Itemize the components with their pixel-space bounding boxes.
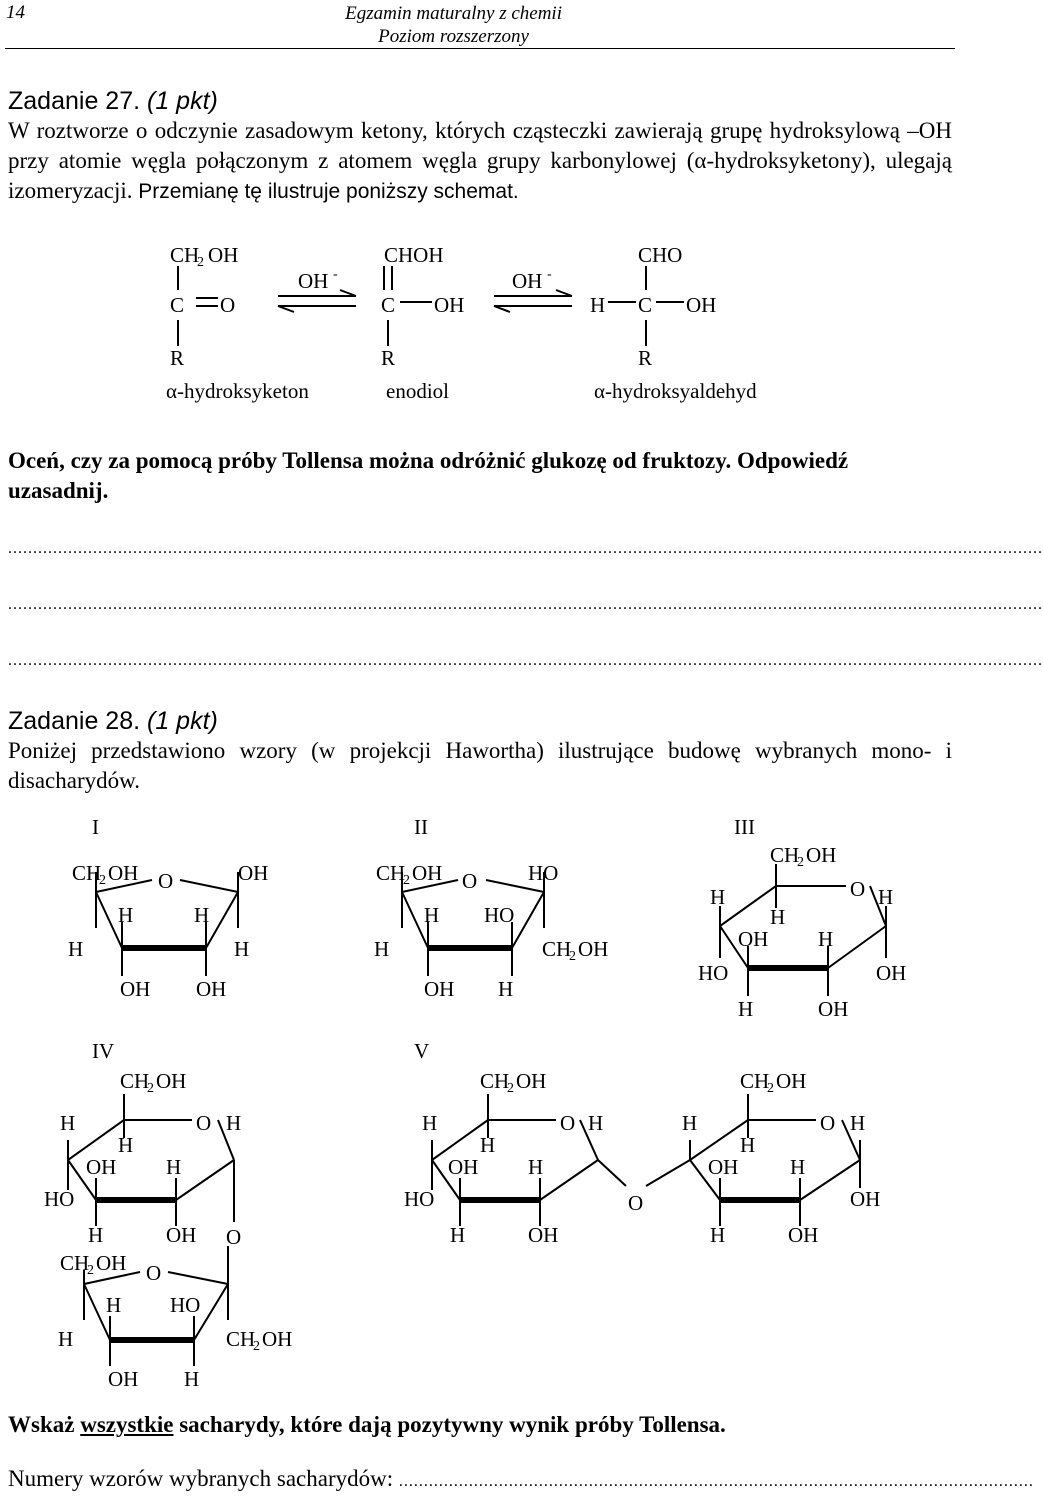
atom: CH	[542, 937, 572, 961]
atom: H	[424, 903, 440, 927]
answer-line-2[interactable]: ...............................................................................................................................................................................................................	[8, 596, 1043, 613]
emphasis-all: wszystkie	[80, 1412, 174, 1437]
label-enediol: enodiol	[386, 379, 449, 403]
atom: CH	[480, 1069, 510, 1093]
atom: H	[58, 1327, 74, 1351]
atom: H	[226, 1111, 242, 1135]
ketone-sub: 2	[197, 255, 204, 270]
structure-label-ii: II	[414, 815, 428, 839]
atom-sub: 2	[403, 873, 410, 888]
task-27-points: (1 pkt)	[147, 87, 218, 115]
task-27-question: Oceń, czy za pomocą próby Tollensa można odróżnić glukozę od fruktozy. Odpowiedź uzasadnij.	[8, 448, 849, 503]
atom: CH	[60, 1251, 90, 1275]
task-28-question: Wskaż wszystkie sacharydy, które dają pozytywny wynik próby Tollensa.	[8, 1412, 726, 1437]
atom: H	[790, 1155, 806, 1179]
task-28-text	[8, 706, 952, 796]
atom: HO	[484, 903, 515, 927]
atom: H	[118, 903, 134, 927]
haworth-structures	[0, 800, 960, 1400]
atom: H	[850, 1111, 866, 1135]
aldehyde-r: R	[638, 346, 653, 370]
task-27-text	[8, 86, 952, 207]
atom: CH	[120, 1069, 150, 1093]
atom: HO	[170, 1293, 201, 1317]
aldehyde-cho: CHO	[638, 243, 683, 267]
atom: H	[106, 1293, 122, 1317]
atom: OH	[876, 961, 907, 985]
atom: HO	[528, 861, 559, 885]
atom: OH	[738, 927, 769, 951]
task-27-intro-2: Przemianę tę ilustruje poniższy schemat.	[138, 180, 519, 203]
structure-label-iv: IV	[92, 1039, 115, 1063]
atom: H	[68, 937, 84, 961]
atom: H	[184, 1367, 200, 1391]
atom: CH	[376, 861, 406, 885]
atom: OH	[108, 861, 139, 885]
task-27-title: Zadanie 27. (1 pkt)	[8, 87, 218, 115]
atom-sub: 2	[569, 949, 576, 964]
atom: H	[818, 927, 834, 951]
page-number: 14	[6, 2, 25, 23]
label-hydroxyaldehyde: α-hydroksyaldehyd	[594, 379, 757, 403]
ring-oxygen: O	[158, 869, 174, 893]
ketone-oh: OH	[208, 243, 239, 267]
atom: OH	[788, 1223, 819, 1247]
answer-line-1[interactable]: ...............................................................................................................................................................................................................	[8, 540, 1043, 557]
atom: H	[60, 1111, 76, 1135]
atom: H	[374, 937, 390, 961]
catalyst-oh-1: OH	[298, 269, 329, 293]
atom: OH	[424, 977, 455, 1001]
atom: CH	[226, 1327, 256, 1351]
atom: H	[588, 1111, 604, 1135]
atom-sub: 2	[147, 1081, 154, 1096]
glycosidic-oxygen: O	[628, 1191, 644, 1215]
ketone-o: O	[220, 293, 236, 317]
ketone-ch: CH	[170, 243, 200, 267]
atom-sub: 2	[99, 873, 106, 888]
isomerization-scheme	[0, 234, 960, 414]
atom: H	[480, 1133, 496, 1157]
atom: H	[710, 1223, 726, 1247]
running-header	[345, 2, 562, 48]
enediol-oh: OH	[434, 293, 465, 317]
atom: H	[710, 885, 726, 909]
atom: OH	[86, 1155, 117, 1179]
atom: H	[118, 1133, 134, 1157]
atom: H	[234, 937, 250, 961]
ketone-c: C	[170, 293, 185, 317]
ring-oxygen: O	[560, 1111, 576, 1135]
enediol-choh: CHOH	[384, 243, 444, 267]
task-28-points: (1 pkt)	[147, 707, 218, 735]
atom: H	[88, 1223, 104, 1247]
atom-sub: 2	[767, 1081, 774, 1096]
atom: OH	[412, 861, 443, 885]
atom: OH	[166, 1223, 197, 1247]
atom-sub: 2	[797, 855, 804, 870]
atom: OH	[156, 1069, 187, 1093]
atom: OH	[578, 937, 609, 961]
label-hydroxyketone: α-hydroksyketon	[166, 379, 309, 403]
atom-sub: 2	[507, 1081, 514, 1096]
atom-sub: 2	[87, 1263, 94, 1278]
atom-sub: 2	[253, 1339, 260, 1354]
atom: H	[194, 903, 210, 927]
task-28-answer[interactable]	[8, 1466, 1034, 1492]
header-exam-title: Egzamin maturalny z chemii	[345, 3, 562, 24]
atom: HO	[698, 961, 729, 985]
atom: OH	[708, 1155, 739, 1179]
answer-dots[interactable]: ...............................................................................................................................	[398, 1473, 1034, 1490]
catalyst-minus-1: -	[333, 267, 338, 282]
atom: OH	[528, 1223, 559, 1247]
atom: H	[770, 905, 786, 929]
atom: OH	[96, 1251, 127, 1275]
atom: OH	[850, 1187, 881, 1211]
aldehyde-c: C	[638, 293, 653, 317]
atom: HO	[404, 1187, 435, 1211]
atom: H	[166, 1155, 182, 1179]
task-28-title: Zadanie 28. (1 pkt)	[8, 707, 218, 735]
aldehyde-h: H	[590, 293, 606, 317]
atom: H	[528, 1155, 544, 1179]
atom: OH	[806, 843, 837, 867]
atom: OH	[238, 861, 269, 885]
atom: HO	[44, 1187, 75, 1211]
ring-oxygen: O	[462, 869, 478, 893]
enediol-c: C	[381, 293, 396, 317]
ring-oxygen: O	[196, 1111, 212, 1135]
structure-label-v: V	[414, 1039, 430, 1063]
header-level: Poziom rozszerzony	[378, 26, 529, 47]
atom: H	[498, 977, 514, 1001]
atom: OH	[448, 1155, 479, 1179]
task-27-intro: W roztworze o odczynie zasadowym ketony, których cząsteczki zawierają grupę hydroksylową –OH przy atomie węgla połączonym z atomem węgla grupy karbonylowej (α-hydroksyketony), ulegają izomeryzacji. Przemianę tę ilustruje poniższy schemat.	[8, 118, 952, 203]
answer-label: Numery wzorów wybranych sacharydów:	[8, 1466, 399, 1491]
enediol-r: R	[381, 346, 396, 370]
atom: OH	[108, 1367, 139, 1391]
atom: CH	[770, 843, 800, 867]
atom: OH	[516, 1069, 547, 1093]
catalyst-oh-2: OH	[512, 269, 543, 293]
aldehyde-oh: OH	[686, 293, 717, 317]
task-28-intro: Poniżej przedstawiono wzory (w projekcji Hawortha) ilustrujące budowę wybranych mono- i disacharydów.	[8, 738, 952, 793]
atom: OH	[196, 977, 227, 1001]
structure-label-iii: III	[734, 815, 755, 839]
glycosidic-oxygen: O	[226, 1225, 242, 1249]
atom: OH	[776, 1069, 807, 1093]
header-rule	[5, 48, 955, 49]
atom: H	[738, 997, 754, 1021]
atom: H	[450, 1223, 466, 1247]
atom: H	[422, 1111, 438, 1135]
ketone-r: R	[170, 346, 185, 370]
ring-oxygen: O	[146, 1261, 162, 1285]
answer-line-3[interactable]: ...............................................................................................................................................................................................................	[8, 652, 1043, 669]
atom: H	[740, 1133, 756, 1157]
structure-label-i: I	[92, 815, 99, 839]
atom: CH	[72, 861, 102, 885]
ring-oxygen: O	[820, 1111, 836, 1135]
ring-oxygen: O	[850, 877, 866, 901]
atom: OH	[120, 977, 151, 1001]
atom: OH	[262, 1327, 293, 1351]
atom: H	[682, 1111, 698, 1135]
atom: OH	[818, 997, 849, 1021]
atom: H	[878, 885, 894, 909]
atom: CH	[740, 1069, 770, 1093]
catalyst-minus-2: -	[547, 267, 552, 282]
